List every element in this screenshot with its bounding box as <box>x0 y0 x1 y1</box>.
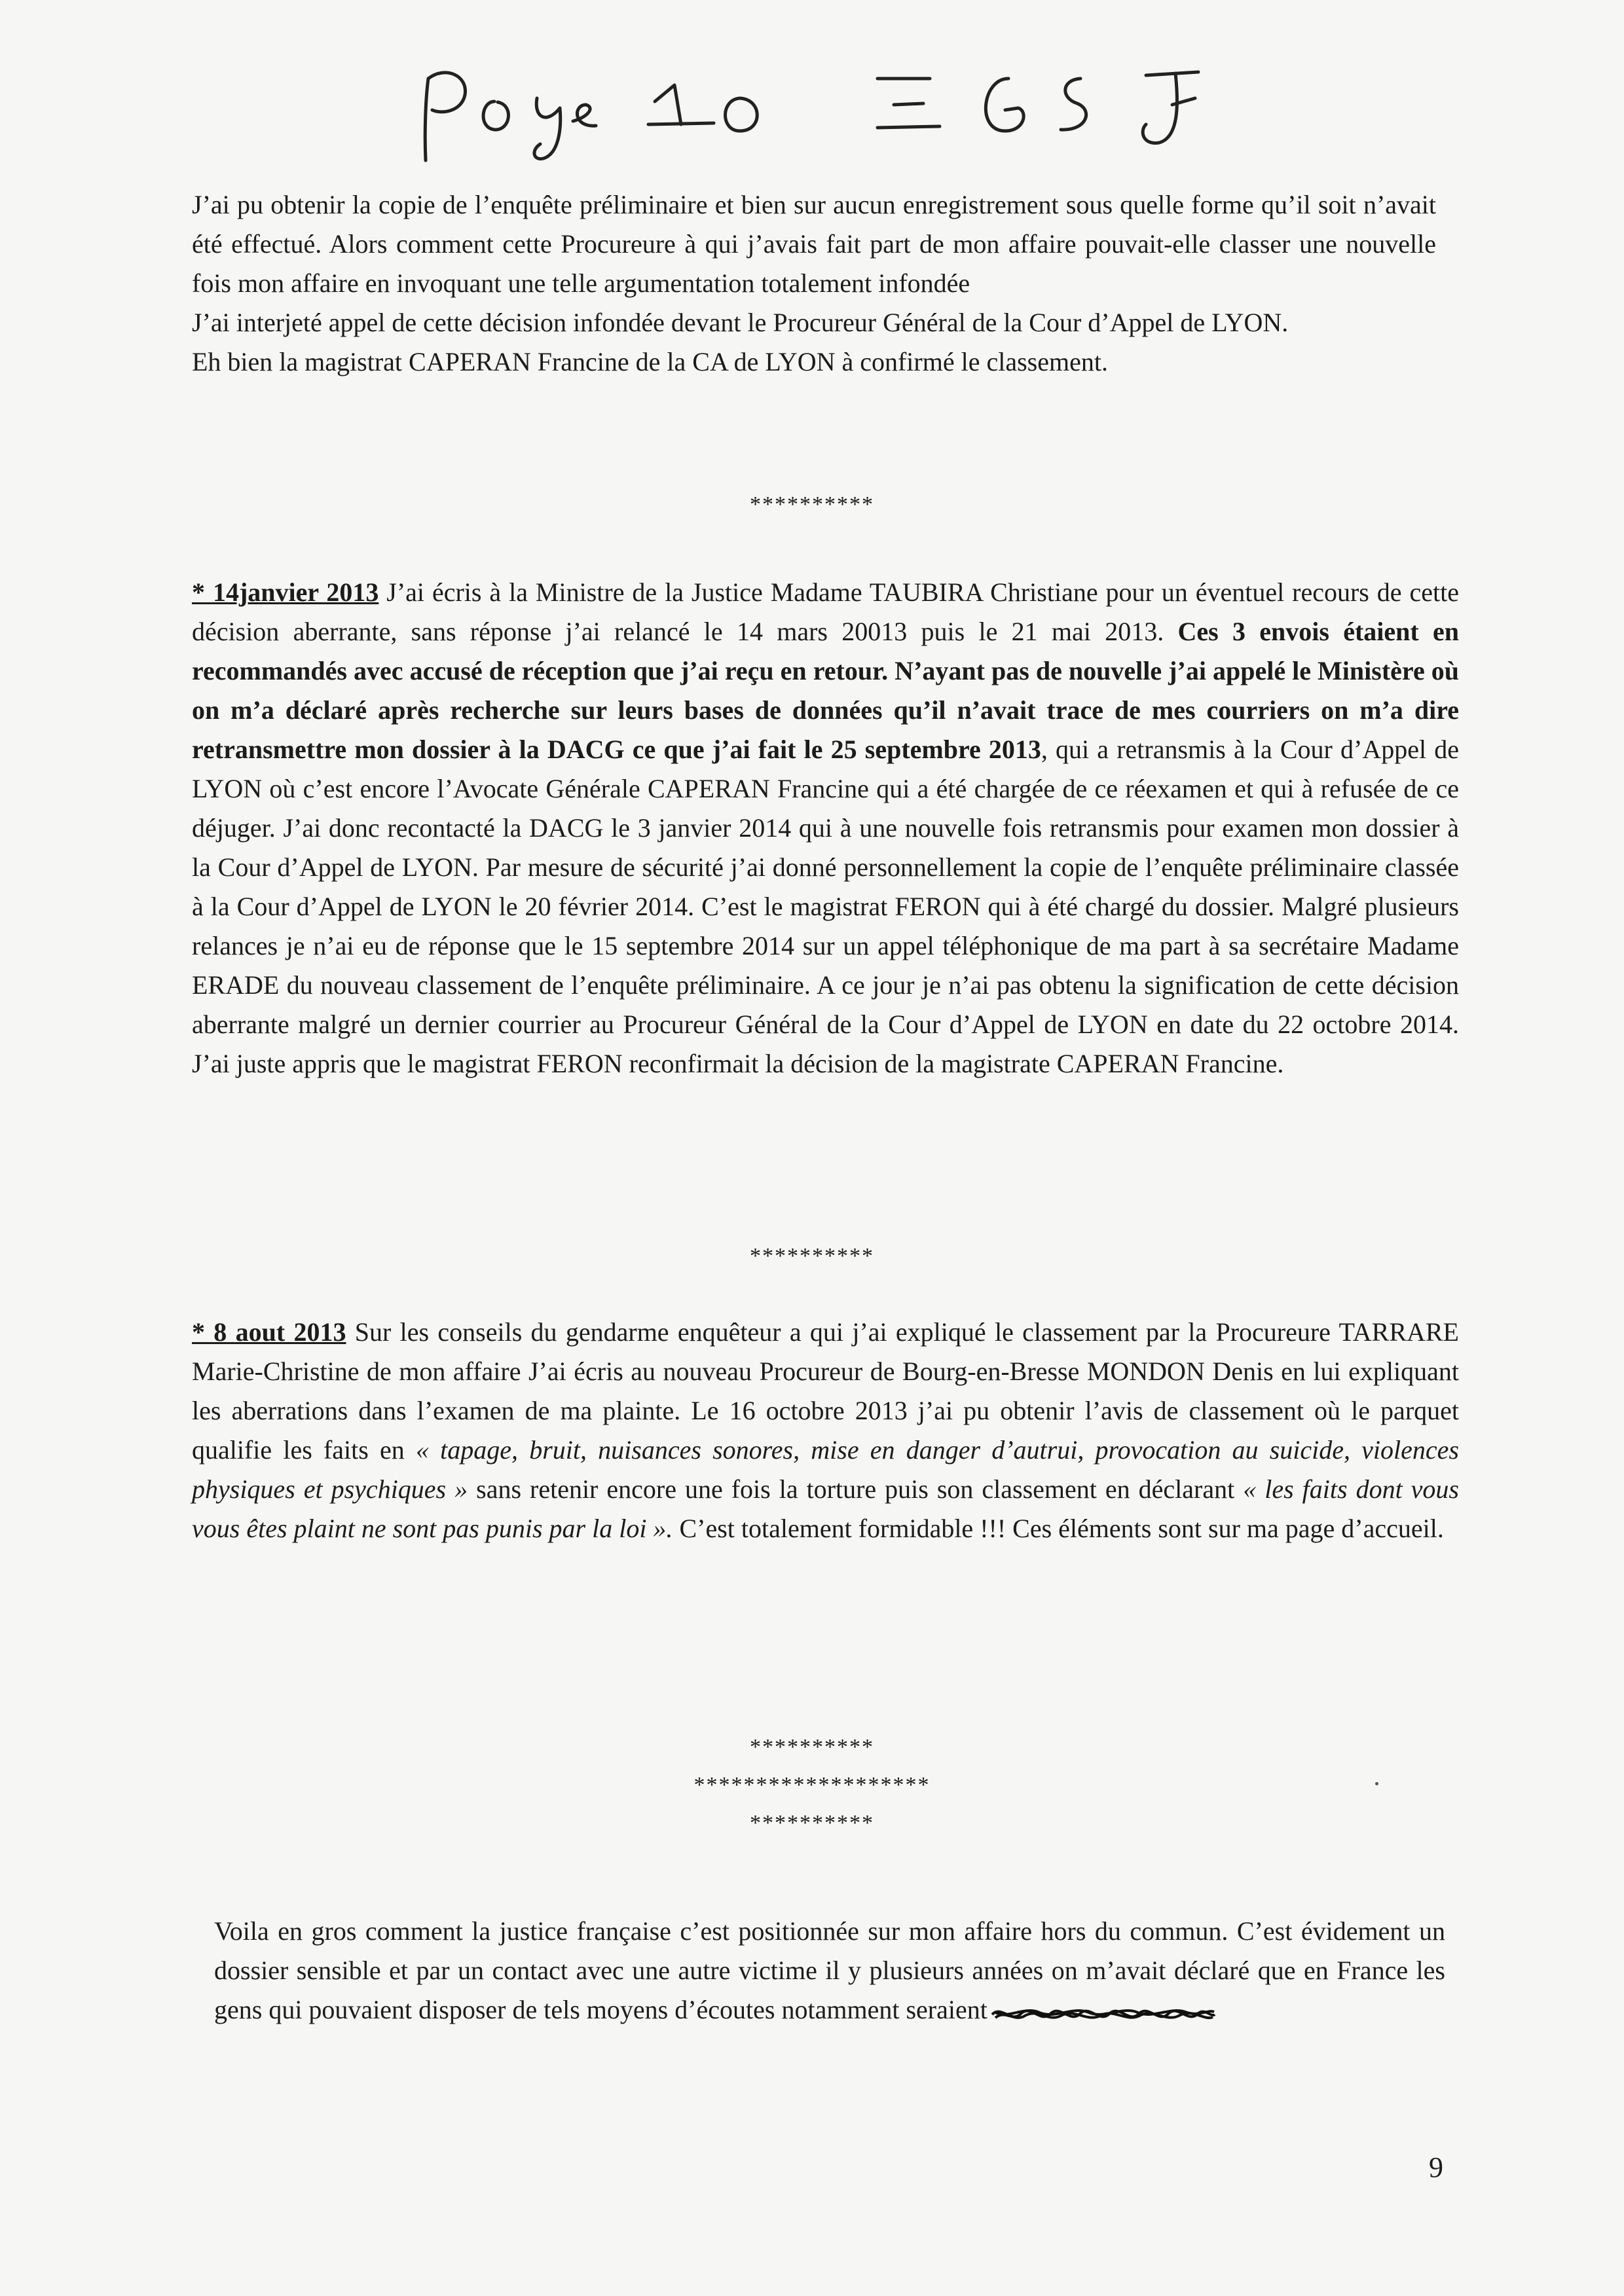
paragraph-appeal-line2: J’ai interjeté appel de cette décision infondée devant le Procureur Général de la Cour d’Appel de LYON. <box>192 308 1289 337</box>
paragraph-august-text-b: sans retenir encore une fois la torture puis son classement en déclarant <box>468 1474 1244 1504</box>
handwritten-header <box>406 39 1257 170</box>
paragraph-conclusion-text: Voila en gros comment la justice française c’est positionnée sur mon affaire hors du commun. C’est évidement un dossier sensible et par un contact avec une autre victime il y plusieurs années on m’avait déclaré que en France les gens qui pouvaient disposer de tels moyens d’écoutes notamment seraient <box>214 1916 1445 2024</box>
handwritten-header-drawing <box>406 39 1257 170</box>
paragraph-appeal-line3: Eh bien la magistrat CAPERAN Francine de la CA de LYON à confirmé le classement. <box>192 347 1108 376</box>
separator-stars: ********** <box>750 1811 874 1835</box>
paragraph-appeal <box>192 185 1436 382</box>
paragraph-january-bold: Ces 3 envois étaient en recommandés avec accusé de réception que j’ai reçu en retour. N’ayant pas de nouvelle j’ai appelé le Ministère où on m’a déclaré après recherche sur leurs bases de données qu’il n’avait trace de mes courriers on m’a dire retransmettre mon dossier à la DACG ce que j’ai fait le 25 septembre 2013 <box>192 617 1459 764</box>
page-number: 9 <box>1429 2151 1443 2183</box>
paragraph-january-2013 <box>192 573 1459 1084</box>
paragraph-january-text-a: J’ai écris à la Ministre de la Justice Madame TAUBIRA Christiane pour un éventuel recours de cette décision aberrante, sans réponse j’ai relancé le 14 mars 20013 puis le 21 mai 2013. <box>192 577 1459 646</box>
date-january-2013: * 14janvier 2013 <box>192 577 379 607</box>
separator-stars: ********** <box>750 492 874 517</box>
paragraph-appeal-line1: J’ai pu obtenir la copie de l’enquête préliminaire et bien sur aucun enregistrement sous quelle forme qu’il soit n’avait été effectué. Alors comment cette Procureure à qui j’avais fait part de mon affaire pouvait-elle classer une nouvelle fois mon affaire en invoquant une telle argumentation totalement infondée <box>192 190 1436 298</box>
paragraph-conclusion <box>214 1912 1445 2030</box>
separator-stars: ********** <box>750 1735 874 1759</box>
separator-stars-long: ******************* <box>693 1773 931 1797</box>
paragraph-august-italic-a: « tapage, bruit, nuisances sonores, mise en danger d’autrui, provocation au suicide, violences physiques et psychiques » <box>192 1435 1459 1504</box>
paragraph-august-italic-b: « les faits dont vous vous êtes plaint ne sont pas punis par la loi ». <box>192 1474 1459 1543</box>
date-august-2013: * 8 aout 2013 <box>192 1317 346 1347</box>
separator-stars: ********** <box>750 1244 874 1268</box>
paragraph-august-text-a: Sur les conseils du gendarme enquêteur a qui j’ai expliqué le classement par la Procureure TARRARE Marie-Christine de mon affaire J’ai écris au nouveau Procureur de Bourg-en-Bresse MONDON Denis en lui expliquant les aberrations dans l’examen de ma plainte. Le 16 octobre 2013 j’ai pu obtenir l’avis de classement où le parquet qualifie les faits en <box>192 1317 1459 1465</box>
paragraph-august-2013 <box>192 1313 1459 1548</box>
paragraph-august-text-c: C’est totalement formidable !!! Ces éléments sont sur ma page d’accueil. <box>673 1514 1444 1543</box>
paragraph-january-text-b: , qui a retransmis à la Cour d’Appel de LYON où c’est encore l’Avocate Générale CAPERAN Francine qui a été chargée de ce réexamen et qui à refusée de ce déjuger. J’ai donc recontacté la DACG le 3 janvier 2014 qui à une nouvelle fois retransmis pour examen mon dossier à la Cour d’Appel de LYON. Par mesure de sécurité j’ai donné personnellement la copie de l’enquête préliminaire classée à la Cour d’Appel de LYON le 20 février 2014. C’est le magistrat FERON qui à été chargé du dossier. Malgré plusieurs relances je n’ai eu de réponse que le 15 septembre 2014 sur un appel téléphonique de ma part à sa secrétaire Madame ERADE du nouveau classement de l’enquête préliminaire. A ce jour je n’ai pas obtenu la signification de cette décision aberrante malgré un dernier courrier au Procureur Général de la Cour d’Appel de LYON en date du 22 octobre 2014. J’ai juste appris que le magistrat FERON reconfirmait la décision de la magistrate CAPERAN Francine. <box>192 735 1459 1078</box>
redaction-scribble <box>989 1999 1218 2026</box>
speck <box>1375 1782 1378 1785</box>
